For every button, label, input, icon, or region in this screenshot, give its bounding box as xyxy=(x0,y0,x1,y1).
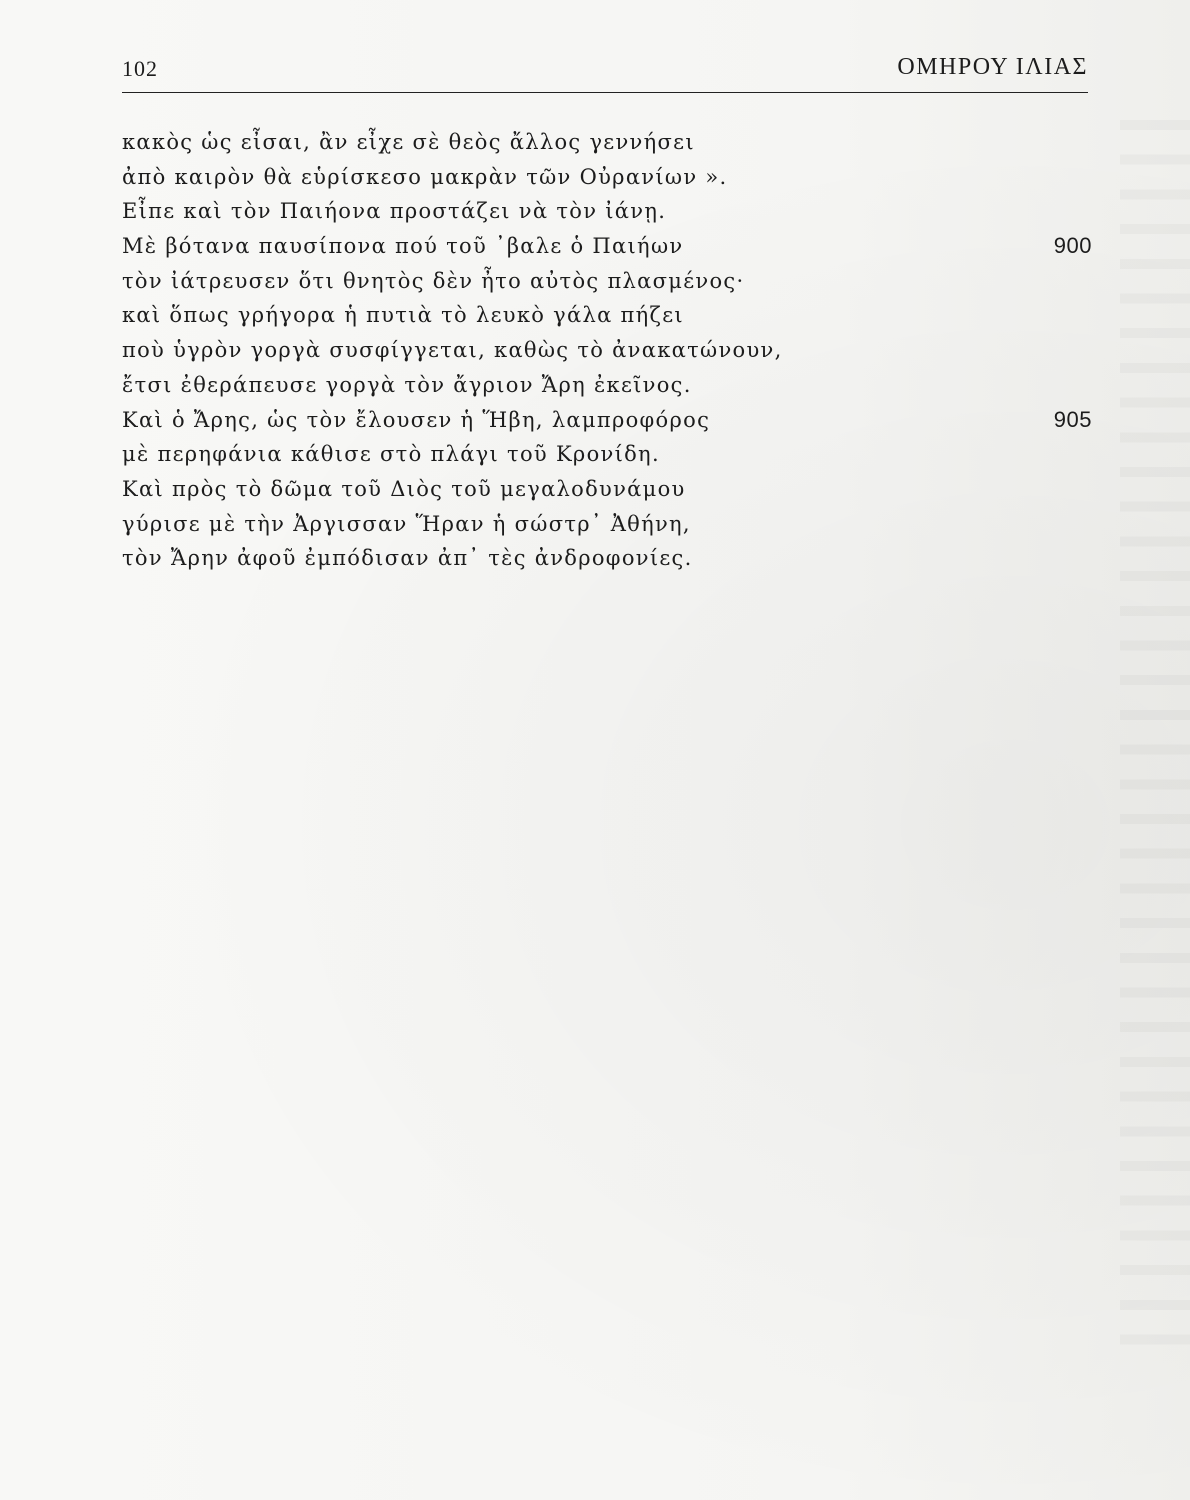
verse-text: τὸν ἰάτρευσεν ὅτι θνητὸς δὲν ἦτο αὐτὸς πλασμένος· xyxy=(122,268,745,293)
verse-line xyxy=(122,333,1092,368)
verse-line xyxy=(122,160,1092,195)
verse-list xyxy=(122,125,1092,576)
verse-line xyxy=(122,437,1092,472)
verse-line xyxy=(122,368,1092,403)
verse-text: γύρισε μὲ τὴν Ἀργισσαν Ἥραν ἡ σώστρ᾿ Ἀθήνη, xyxy=(122,511,691,536)
running-title: ΟΜΗΡΟΥ ΙΛΙΑΣ xyxy=(897,54,1088,80)
verse-text: ἔτσι ἐθεράπευσε γοργὰ τὸν ἄγριον Ἄρη ἐκεῖνος. xyxy=(122,372,692,397)
bleed-through-shadow xyxy=(1120,120,1190,1360)
verse-text: ποὺ ὑγρὸν γοργὰ συσφίγγεται, καθὼς τὸ ἀνακατώνουν, xyxy=(122,338,783,363)
verse-line xyxy=(122,264,1092,299)
verse-text: καὶ ὅπως γρήγορα ἡ πυτιὰ τὸ λευκὸ γάλα πήζει xyxy=(122,303,684,328)
verse-text: Καὶ ὁ Ἄρης, ὡς τὸν ἔλουσεν ἡ Ἥβη, λαμπροφόρος xyxy=(122,407,711,432)
header-rule xyxy=(122,92,1088,93)
line-number: 900 xyxy=(1053,233,1092,259)
page-header xyxy=(122,52,1088,92)
line-number: 905 xyxy=(1053,406,1092,432)
verse-text: κακὸς ὡς εἶσαι, ἂν εἶχε σὲ θεὸς ἄλλος γεννήσει xyxy=(122,130,695,154)
verse-text: μὲ περηφάνια κάθισε στὸ πλάγι τοῦ Κρονίδη. xyxy=(122,442,660,467)
page-number: 102 xyxy=(122,56,158,81)
verse-text: Εἶπε καὶ τὸν Παιήονα προστάζει νὰ τὸν ἰάνῃ. xyxy=(122,199,667,224)
verse-text: ἀπὸ καιρὸν θὰ εὑρίσκεσο μακρὰν τῶν Οὐρανίων ». xyxy=(122,164,728,189)
verse-line xyxy=(122,298,1092,333)
verse-text: Καὶ πρὸς τὸ δῶμα τοῦ Διὸς τοῦ μεγαλοδυνάμου xyxy=(122,476,686,501)
verse-text: τὸν Ἄρην ἀφοῦ ἐμπόδισαν ἀπ᾿ τὲς ἀνδροφονίες. xyxy=(122,546,693,571)
verse-line xyxy=(122,125,1092,160)
verse-text: Μὲ βότανα παυσίπονα πού τοῦ ᾿βαλε ὁ Παιήων xyxy=(122,234,684,259)
verse-line xyxy=(122,194,1092,229)
verse-line xyxy=(122,229,1092,264)
verse-line xyxy=(122,472,1092,507)
verse-line xyxy=(122,541,1092,576)
verse-line xyxy=(122,403,1092,438)
verse-line xyxy=(122,507,1092,542)
